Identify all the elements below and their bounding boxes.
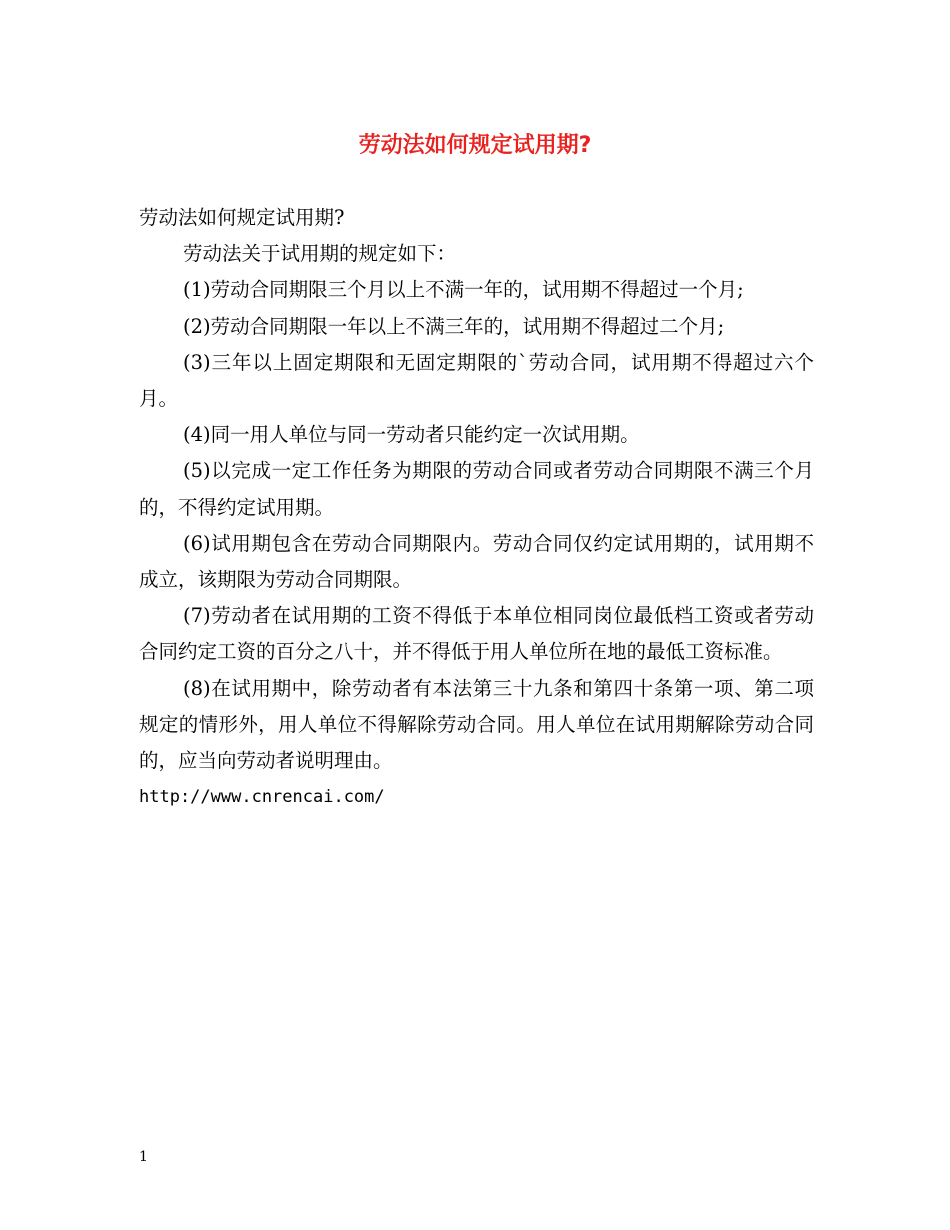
rule-item-8: (8)在试用期中，除劳动者有本法第三十九条和第四十条第一项、第二项规定的情形外，用人单位不得解除劳动合同。用人单位在试用期解除劳动合同的，应当向劳动者说明理由。	[139, 676, 814, 773]
rule-item-4: (4)同一用人单位与同一劳动者只能约定一次试用期。	[183, 423, 640, 447]
page-title: 劳动法如何规定试用期?	[358, 133, 592, 158]
rule-item-1: (1)劳动合同期限三个月以上不满一年的，试用期不得超过一个月;	[183, 278, 744, 302]
document-body	[139, 200, 814, 815]
source-url: http://www.cnrencai.com/	[139, 787, 385, 808]
rule-item-3: (3)三年以上固定期限和无固定期限的`劳动合同，试用期不得超过六个月。	[139, 350, 814, 411]
rule-item-2: (2)劳动合同期限一年以上不满三年的，试用期不得超过二个月;	[183, 314, 725, 338]
rule-item-6: (6)试用期包含在劳动合同期限内。劳动合同仅约定试用期的，试用期不成立，该期限为劳动合同期限。	[139, 531, 814, 592]
rule-item-7: (7)劳动者在试用期的工资不得低于本单位相同岗位最低档工资或者劳动合同约定工资的百分之八十，并不得低于用人单位所在地的最低工资标准。	[139, 604, 814, 664]
intro-paragraph: 劳动法关于试用期的规定如下：	[183, 242, 457, 266]
page-number: 1	[139, 1149, 148, 1165]
lead-paragraph: 劳动法如何规定试用期?	[139, 206, 345, 229]
rule-item-5: (5)以完成一定工作任务为期限的劳动合同或者劳动合同期限不满三个月的，不得约定试用期。	[139, 459, 814, 519]
